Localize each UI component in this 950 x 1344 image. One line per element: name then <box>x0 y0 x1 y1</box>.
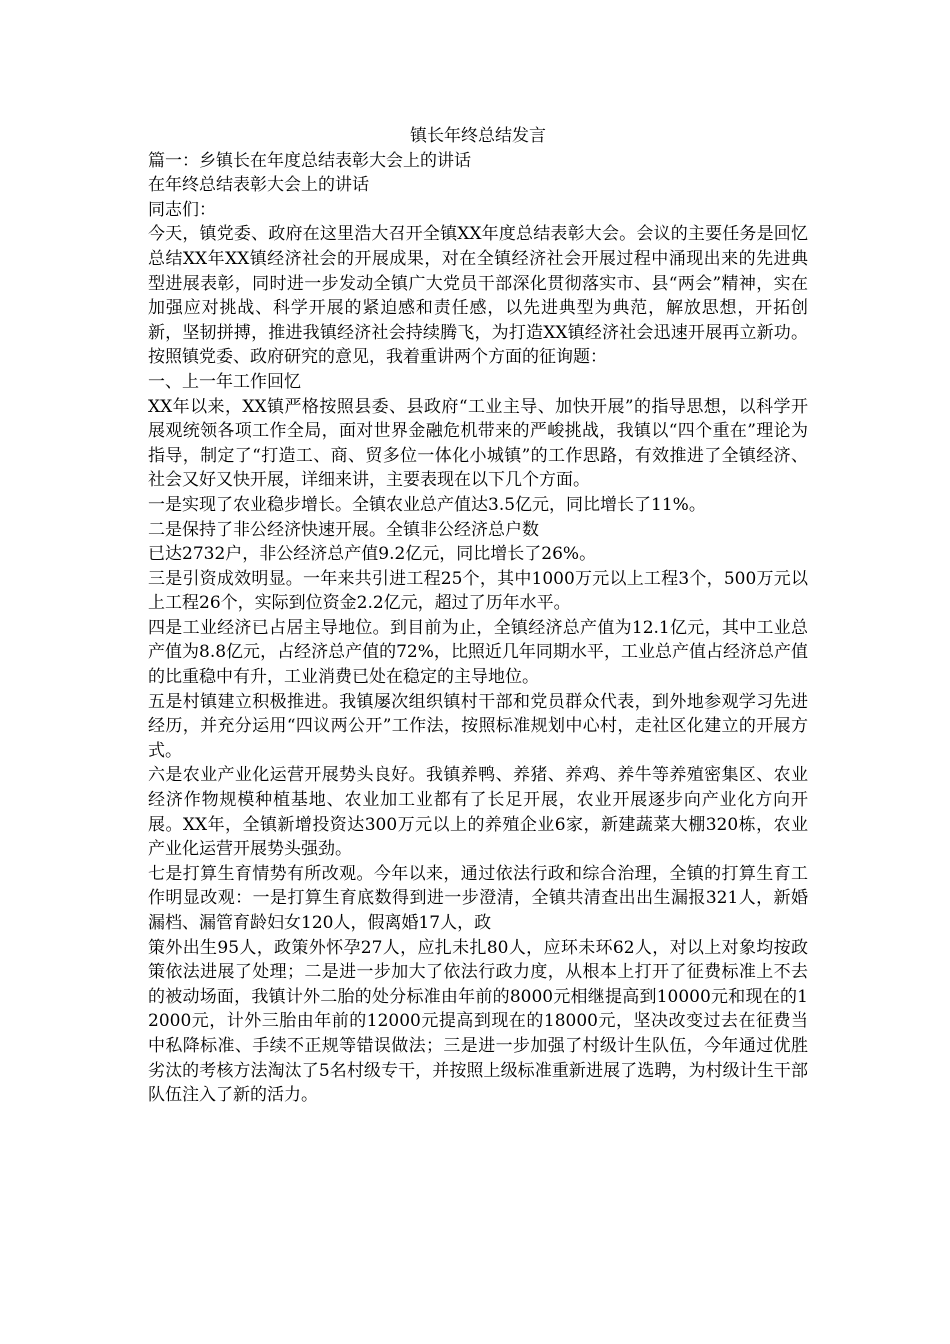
body-paragraph: 策外出生95人，政策外怀孕27人，应扎未扎80人，应环未环62人，对以上对象均按政策依法进展了处理；二是进一步加大了依法行政力度，从根本上打开了征费标准上不去的被动场面，我镇计外二胎的处分标准由年前的8000元相继提高到10000元和现在的12000元，计外三胎由年前的12000元提高到现在的18000元，坚决改变过去在征费当中私降标准、手续不正规等错误做法；三是进一步加强了村级计生队伍，今年通过优胜劣汰的考核方法淘汰了5名村级专干，并按照上级标准重新进展了选聘，为村级计生干部队伍注入了新的活力。 <box>148 937 808 1106</box>
body-paragraph: 六是农业产业化运营开展势头良好。我镇养鸭、养猪、养鸡、养牛等养殖密集区、农业经济作物规模种植基地、农业加工业都有了长足开展，农业开展逐步向产业化方向开展。XX年，全镇新增投资达300万元以上的养殖企业6家，新建蔬菜大棚320栋，农业产业化运营开展势头强劲。 <box>148 765 808 860</box>
body-paragraph: 三是引资成效明显。一年来共引进工程25个，其中1000万元以上工程3个，500万元以上工程26个，实际到位资金2.2亿元，超过了历年水平。 <box>148 568 808 614</box>
body-paragraph: 已达2732户，非公经济总产值9.2亿元，同比增长了26%。 <box>148 544 597 565</box>
document-title: 镇长年终总结发言 <box>410 126 546 146</box>
section-heading: 篇一：乡镇长在年度总结表彰大会上的讲话 <box>148 150 471 171</box>
body-paragraph: 今天，镇党委、政府在这里浩大召开全镇XX年度总结表彰大会。会议的主要任务是回忆总结XX年XX镇经济社会的开展成果，对在全镇经济社会开展过程中涌现出来的先进典型进展表彰，同时进一步发动全镇广大党员干部深化贯彻落实市、县“两会”精神，实在加强应对挑战、科学开展的紧迫感和责任感，以先进典型为典范，解放思想，开拓创新，坚韧拼搏，推进我镇经济社会持续腾飞，为打造XX镇经济社会迅速开展再立新功。按照镇党委、政府研究的意见，我着重讲两个方面的征询题： <box>148 224 808 368</box>
body-paragraph: 一是实现了农业稳步增长。全镇农业总产值达3.5亿元，同比增长了11%。 <box>148 494 706 515</box>
document-body <box>148 124 808 1108</box>
body-paragraph: 二是保持了非公经济快速开展。全镇非公经济总户数 <box>148 519 539 540</box>
subsection-heading: 一、上一年工作回忆 <box>148 371 301 392</box>
body-paragraph: 七是打算生育情势有所改观。今年以来，通过依法行政和综合治理，全镇的打算生育工作明显改观：一是打算生育底数得到进一步澄清，全镇共清查出出生漏报321人，新婚漏档、漏管育龄妇女120人，假离婚17人，政 <box>148 863 808 933</box>
speech-title: 在年终总结表彰大会上的讲话 <box>148 175 369 196</box>
body-paragraph: XX年以来，XX镇严格按照县委、县政府“工业主导、加快开展”的指导思想，以科学开展观统领各项工作全局，面对世界金融危机带来的严峻挑战，我镇以“四个重在”理论为指导，制定了“打造工、商、贸多位一体化小城镇”的工作思路，有效推进了全镇经济、社会又好又快开展，详细来讲，主要表现在以下几个方面。 <box>148 396 808 491</box>
body-paragraph: 四是工业经济已占居主导地位。到目前为止，全镇经济总产值为12.1亿元，其中工业总产值为8.8亿元，占经济总产值的72%，比照近几年同期水平，工业总产值占经济总产值的比重稳中有升，工业消费已处在稳定的主导地位。 <box>148 617 808 688</box>
body-paragraph: 五是村镇建立积极推进。我镇屡次组织镇村干部和党员群众代表，到外地参观学习先进经历，并充分运用“四议两公开”工作法，按照标准规划中心村，走社区化建立的开展方式。 <box>148 691 808 761</box>
salutation: 同志们： <box>148 199 216 220</box>
